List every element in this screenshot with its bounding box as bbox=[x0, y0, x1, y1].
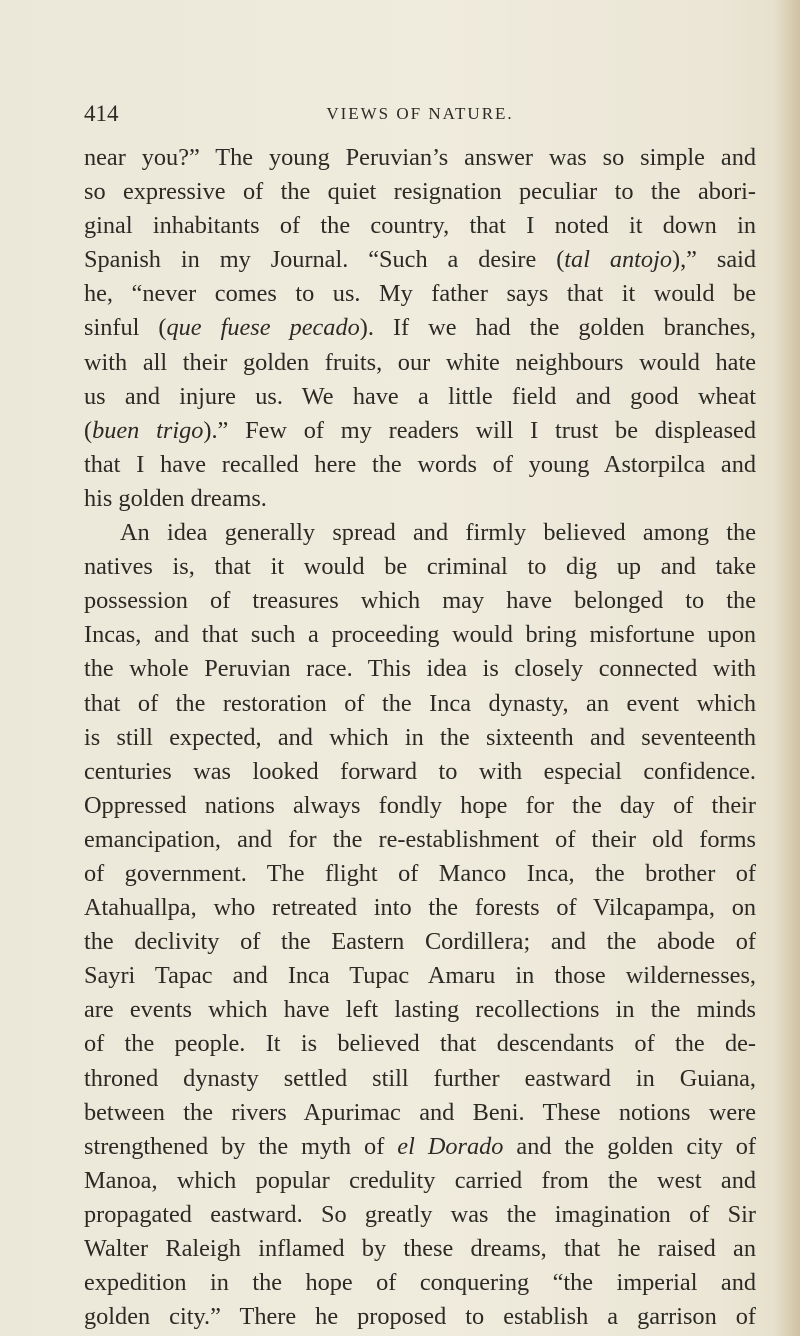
text-line: sinful (que fuese pecado). If we had the golden branches, bbox=[84, 314, 756, 342]
text-line: the whole Peruvian race. This idea is closely connected with bbox=[84, 655, 756, 683]
text-line: with all their golden fruits, our white neighbours would hate bbox=[84, 348, 756, 376]
text-line: his golden dreams. bbox=[84, 484, 267, 512]
text-line: propagated eastward. So greatly was the imagination of Sir bbox=[84, 1200, 756, 1228]
text-line: Atahuallpa, who retreated into the forests of Vilcapampa, on bbox=[84, 894, 756, 922]
text-line: centuries was looked forward to with especial confidence. bbox=[84, 757, 756, 785]
text-line: throned dynasty settled still further eastward in Guiana, bbox=[84, 1064, 756, 1092]
text-line: of government. The flight of Manco Inca, the brother of bbox=[84, 859, 756, 887]
text-line: he, “never comes to us. My father says that it would be bbox=[84, 280, 756, 308]
text-line: are events which have left lasting recollections in the minds bbox=[84, 996, 756, 1024]
text-line: Oppressed nations always fondly hope for the day of their bbox=[84, 791, 756, 819]
page-header bbox=[84, 101, 756, 131]
text-line: so expressive of the quiet resignation peculiar to the abori- bbox=[84, 178, 756, 206]
text-line: golden city.” There he proposed to establish a garrison of bbox=[84, 1303, 756, 1331]
text-line: Manoa, which popular credulity carried from the west and bbox=[84, 1166, 756, 1194]
paragraph-2 bbox=[84, 516, 756, 1334]
text-line: the declivity of the Eastern Cordillera; and the abode of bbox=[84, 928, 756, 956]
text-line: strengthened by the myth of el Dorado and the golden city of bbox=[84, 1132, 756, 1160]
text-line: natives is, that it would be criminal to dig up and take bbox=[84, 553, 756, 581]
text-line: expedition in the hope of conquering “the imperial and bbox=[84, 1269, 756, 1297]
page-edge-shadow bbox=[774, 0, 800, 1336]
text-line: that I have recalled here the words of young Astorpilca and bbox=[84, 450, 756, 478]
text-line: possession of treasures which may have belonged to the bbox=[84, 587, 756, 615]
text-line: Spanish in my Journal. “Such a desire (tal antojo),” said bbox=[84, 246, 757, 274]
text-line: of the people. It is believed that descendants of the de- bbox=[84, 1030, 756, 1058]
text-line: near you?” The young Peruvian’s answer was so simple and bbox=[84, 144, 756, 171]
text-line: (buen trigo).” Few of my readers will I trust be displeased bbox=[84, 416, 756, 444]
text-line: Sayri Tapac and Inca Tupac Amaru in those wildernesses, bbox=[84, 962, 756, 990]
text-line: between the rivers Apurimac and Beni. These notions were bbox=[84, 1098, 756, 1126]
body-text bbox=[84, 141, 756, 1334]
text-line: us and injure us. We have a little field and good wheat bbox=[84, 382, 756, 410]
paragraph-1 bbox=[84, 141, 756, 516]
text-line: Incas, and that such a proceeding would bring misfortune upon bbox=[84, 621, 756, 649]
running-head: VIEWS OF NATURE. bbox=[326, 104, 514, 123]
text-line: An idea generally spread and firmly believed among the bbox=[120, 519, 756, 547]
text-line: emancipation, and for the re-establishment of their old forms bbox=[84, 825, 756, 853]
text-line: Walter Raleigh inflamed by these dreams, that he raised an bbox=[84, 1235, 756, 1262]
text-line: ginal inhabitants of the country, that I noted it down in bbox=[84, 212, 756, 240]
text-line: that of the restoration of the Inca dynasty, an event which bbox=[84, 689, 756, 717]
page-number: 414 bbox=[84, 101, 119, 126]
text-line: is still expected, and which in the sixteenth and seventeenth bbox=[84, 723, 756, 751]
